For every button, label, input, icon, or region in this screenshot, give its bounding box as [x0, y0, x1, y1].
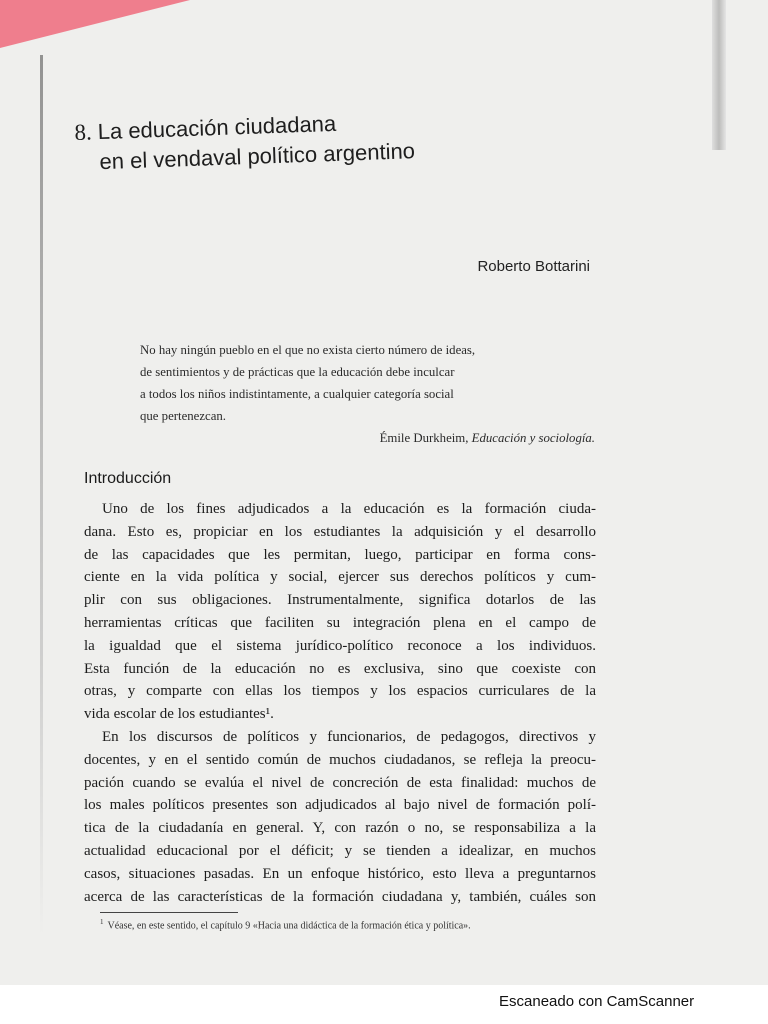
body-line: pación cuando se evalúa el nivel de concreción de esta finalidad: muchos de [84, 774, 596, 791]
chapter-number: 8. [74, 119, 93, 145]
epigraph [140, 339, 595, 449]
body-line: de las capacidades que les permitan, luego, participar en forma cons- [84, 546, 596, 563]
body-line: Esta función de la educación no es exclusiva, sino que coexiste con [84, 660, 596, 677]
body-line: los males políticos presentes son adjudicados al bajo nivel de formación polí- [84, 797, 596, 814]
body-line: Uno de los fines adjudicados a la educación es la formación ciuda- [102, 501, 596, 517]
body-line: ciente en la vida política y social, ejercer sus derechos políticos y cum- [84, 569, 596, 586]
page-binding-edge [40, 55, 43, 935]
footnote [100, 918, 600, 931]
page-right-edge [712, 0, 726, 150]
body-line: acerca de las características de la formación ciudadana y, también, cuáles son [84, 888, 596, 905]
page-corner-mark [0, 0, 190, 48]
footnote-text: Véase, en este sentido, el capítulo 9 «Hacia una didáctica de la formación ética y política». [107, 920, 471, 932]
body-line: casos, situaciones pasadas. En un enfoque histórico, esto lleva a preguntarnos [84, 865, 596, 882]
body-line: actualidad educacional por el déficit; y se tienden a idealizar, en muchos [84, 842, 596, 859]
author-name: Roberto Bottarini [477, 258, 590, 275]
footnote-marker: 1 [100, 918, 104, 926]
epigraph-author: Émile Durkheim, [379, 431, 469, 445]
epigraph-line: de sentimientos y de prácticas que la educación debe inculcar [140, 365, 455, 379]
body-line: dana. Esto es, propiciar en los estudiantes la adquisición y el desarrollo [84, 523, 596, 540]
body-line: otras, y comparte con ellas los tiempos y los espacios curriculares de la [84, 683, 596, 700]
scanner-watermark: Escaneado con CamScanner [499, 993, 695, 1010]
epigraph-attribution [140, 427, 595, 449]
body-line: herramientas críticas que faciliten su integración plena en el campo de [84, 614, 596, 631]
body-line: En los discursos de políticos y funcionarios, de pedagogos, directivos y [102, 728, 596, 745]
body-text [84, 498, 596, 908]
epigraph-line: a todos los niños indistintamente, a cualquier categoría social [140, 387, 454, 401]
footnote-rule [100, 912, 238, 913]
body-line: docentes, y en el sentido común de muchos ciudadanos, se refleja la preocu- [84, 751, 596, 768]
chapter-title [74, 100, 596, 178]
body-line: la igualdad que el sistema jurídico-político reconoce a los individuos. [84, 637, 596, 654]
body-line: tica de la ciudadanía en general. Y, con razón o no, se responsabiliza a la [84, 820, 596, 837]
section-heading: Introducción [84, 470, 172, 487]
chapter-title-line-2: en el vendaval político argentino [99, 138, 416, 175]
epigraph-line: que pertenezcan. [140, 409, 226, 423]
epigraph-work: Educación y sociología. [471, 431, 595, 445]
epigraph-line: No hay ningún pueblo en el que no exista cierto número de ideas, [140, 343, 476, 357]
body-line: vida escolar de los estudiantes¹. [84, 706, 274, 723]
body-line: plir con sus obligaciones. Instrumentalmente, significa dotarlos de las [84, 592, 596, 609]
chapter-title-line-1: La educación ciudadana [97, 110, 337, 145]
